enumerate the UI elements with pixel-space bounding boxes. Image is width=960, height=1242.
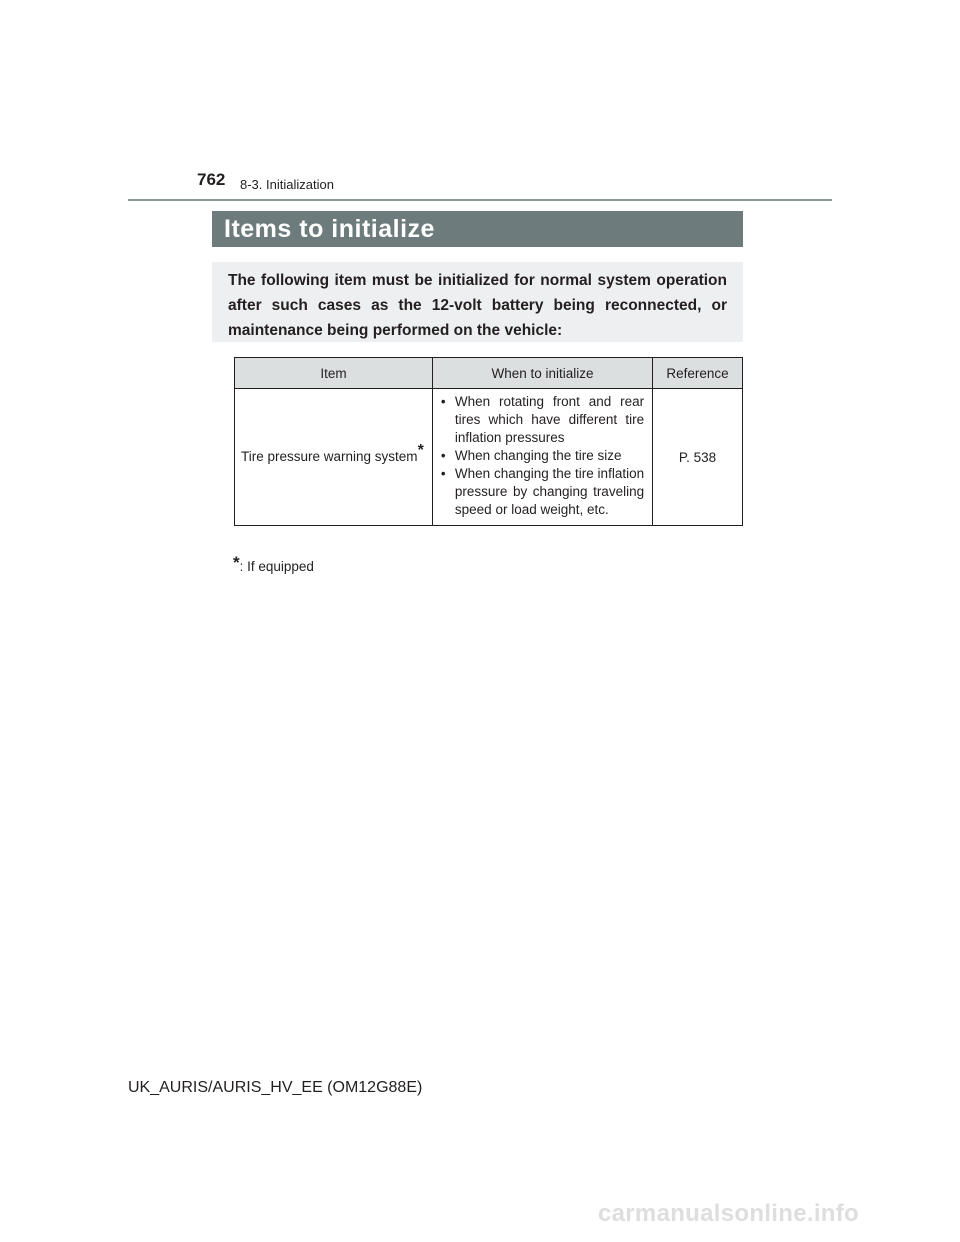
header-divider: [128, 199, 832, 201]
when-text: When changing the tire size: [454, 448, 622, 463]
page-number: 762: [197, 170, 226, 189]
bullet-icon: •: [440, 394, 446, 409]
bullet-icon: •: [440, 466, 446, 481]
when-text: When changing the tire inflation pressure by changing traveling speed or load weight, etc.: [454, 466, 645, 517]
list-item: [441, 465, 644, 519]
item-name: Tire pressure warning system: [241, 449, 418, 464]
bullet-icon: •: [440, 448, 446, 463]
watermark: carmanualsonline.info: [598, 1200, 860, 1227]
when-text: When rotating front and rear tires which have different tire inflation pressures: [454, 394, 645, 445]
item-cell: [235, 389, 433, 526]
footnote: [233, 553, 314, 574]
section-title-bar: [212, 211, 743, 247]
list-item: [441, 447, 644, 465]
table-row: [235, 389, 743, 526]
footnote-text: : If equipped: [239, 559, 314, 574]
when-cell: [432, 389, 652, 526]
section-title: Items to initialize: [224, 214, 435, 243]
reference-cell: P. 538: [653, 389, 743, 526]
table-header-row: [235, 358, 743, 389]
column-header-when: When to initialize: [432, 358, 652, 389]
document-footer: UK_AURIS/AURIS_HV_EE (OM12G88E): [128, 1079, 423, 1096]
section-label: 8-3. Initialization: [240, 177, 334, 192]
intro-box: [212, 262, 743, 342]
intro-text: The following item must be initialized for normal system operation after such cases as the 12-volt battery being reconnected, or maintenance being performed on the vehicle:: [228, 272, 727, 339]
footnote-mark: *: [233, 553, 240, 572]
item-footnote-mark: *: [417, 442, 424, 459]
column-header-item: Item: [235, 358, 433, 389]
column-header-reference: Reference: [653, 358, 743, 389]
initialization-table: [234, 357, 743, 526]
list-item: [441, 393, 644, 447]
